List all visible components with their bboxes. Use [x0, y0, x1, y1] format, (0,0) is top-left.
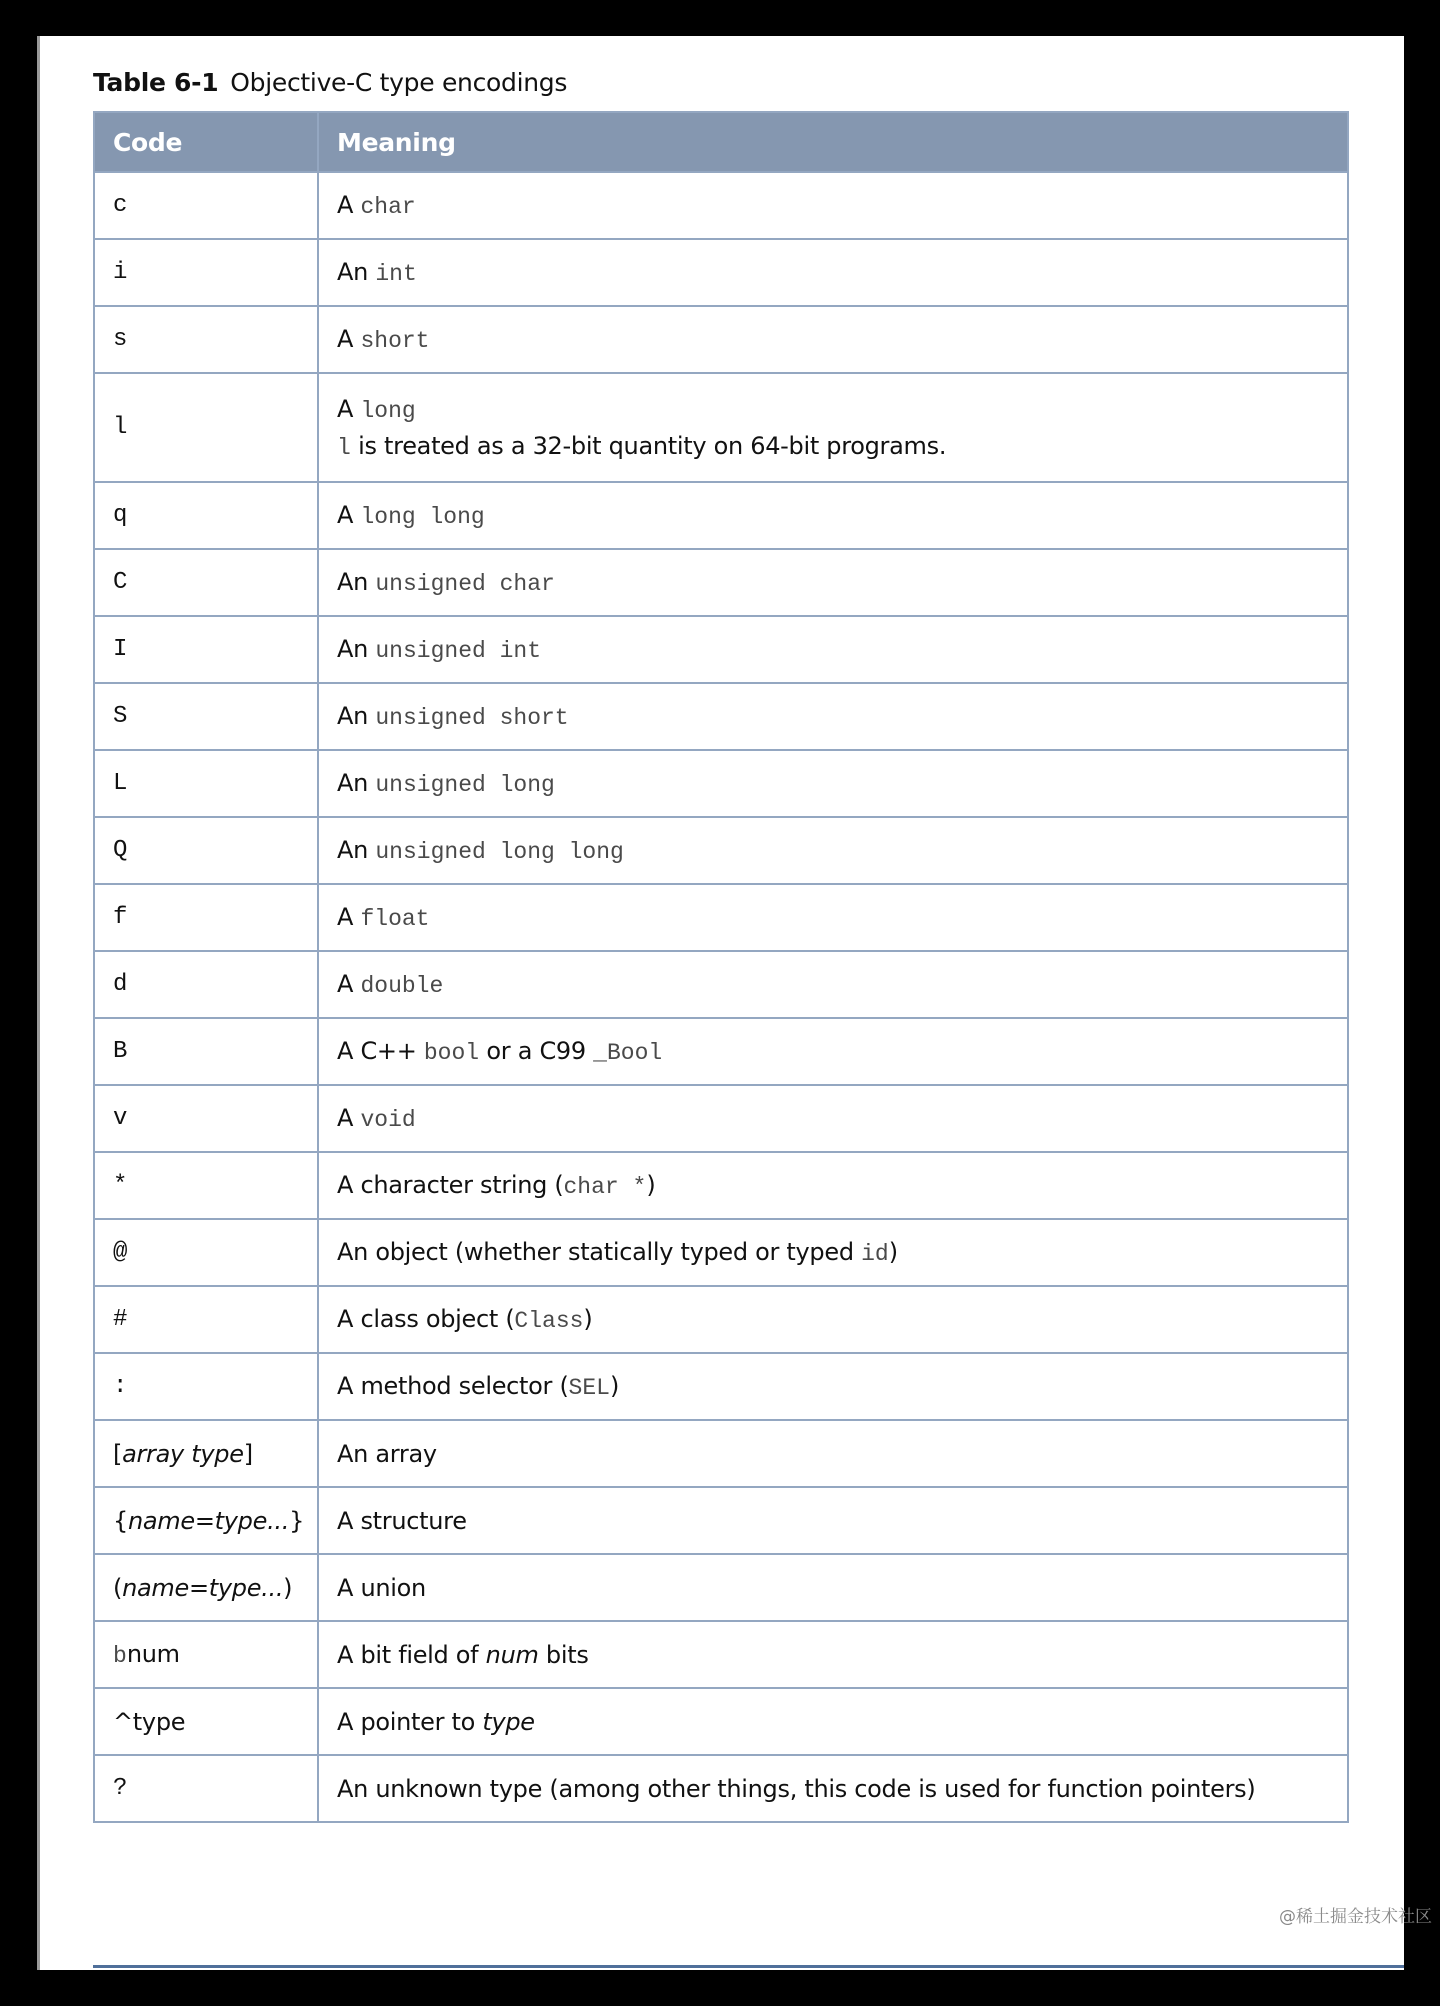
type-name: unsigned long long [375, 839, 624, 865]
meaning-cell [318, 549, 1348, 616]
header-code: Code [94, 112, 318, 172]
table-row [94, 616, 1348, 683]
meaning-text: A [337, 325, 354, 353]
table-row [94, 239, 1348, 306]
code-cell: S [94, 683, 318, 750]
table-row [94, 1621, 1348, 1688]
meaning-cell: A union [318, 1554, 1348, 1621]
table-header-row [94, 112, 1348, 172]
meaning-text: ) [609, 1372, 620, 1400]
type-name: double [360, 973, 444, 999]
type-name: char [360, 194, 416, 220]
meaning-text: An [337, 769, 369, 797]
meaning-note [337, 432, 1347, 461]
meaning-cell [318, 1353, 1348, 1420]
meaning-cell: An array [318, 1420, 1348, 1487]
meaning-text: A [337, 191, 354, 219]
meaning-text: A character string ( [337, 1171, 564, 1199]
table-row [94, 817, 1348, 884]
code-bracket: ( [113, 1573, 123, 1602]
code-bracket: } [289, 1506, 305, 1535]
watermark: @稀土掘金技术社区 [1279, 1907, 1432, 1927]
code-placeholder: name=type... [127, 1506, 290, 1535]
code-placeholder: array type [122, 1439, 244, 1468]
meaning-cell [318, 951, 1348, 1018]
type-name: float [360, 906, 430, 932]
table-row [94, 1286, 1348, 1353]
code-placeholder: name=type... [122, 1573, 284, 1602]
type-name: unsigned int [375, 638, 542, 664]
page-footer-divider [93, 1965, 1404, 1968]
type-name: id [861, 1241, 889, 1267]
type-name: SEL [568, 1375, 610, 1401]
meaning-text: An [337, 258, 369, 286]
meaning-cell [318, 1085, 1348, 1152]
code-cell [94, 1621, 318, 1688]
table-row [94, 549, 1348, 616]
type-name: char * [563, 1174, 647, 1200]
meaning-text: A C++ [337, 1037, 417, 1065]
type-name: short [360, 328, 430, 354]
type-name: Class [514, 1308, 584, 1334]
code-cell: B [94, 1018, 318, 1085]
code-prefix: b [113, 1643, 127, 1669]
meaning-cell [318, 616, 1348, 683]
meaning-cell [318, 1219, 1348, 1286]
table-row [94, 1554, 1348, 1621]
meaning-text: A [337, 1104, 354, 1132]
table-row [94, 172, 1348, 239]
type-name: int [375, 261, 417, 287]
table-number: Table 6-1 [93, 68, 219, 97]
meaning-cell [318, 683, 1348, 750]
code-cell: I [94, 616, 318, 683]
table-row [94, 1018, 1348, 1085]
code-cell: s [94, 306, 318, 373]
table-row [94, 373, 1348, 482]
note-code: l [337, 434, 351, 461]
code-cell: q [94, 482, 318, 549]
type-name: unsigned char [375, 571, 555, 597]
meaning-emphasis: num [485, 1640, 539, 1669]
meaning-cell [318, 1152, 1348, 1219]
code-cell: : [94, 1353, 318, 1420]
type-name: _Bool [593, 1040, 663, 1066]
meaning-cell [318, 817, 1348, 884]
meaning-text: ) [583, 1305, 593, 1333]
table-row [94, 884, 1348, 951]
table-row [94, 1487, 1348, 1554]
meaning-cell [318, 306, 1348, 373]
meaning-text: A method selector ( [337, 1372, 569, 1400]
table-row [94, 683, 1348, 750]
meaning-text: An [337, 635, 369, 663]
meaning-cell [318, 172, 1348, 239]
code-cell: @ [94, 1219, 318, 1286]
code-cell: ^type [94, 1688, 318, 1755]
code-bracket: { [113, 1506, 128, 1535]
type-name: long [360, 397, 416, 424]
meaning-cell [318, 1286, 1348, 1353]
table-row [94, 1085, 1348, 1152]
table-row [94, 306, 1348, 373]
meaning-text: A bit field of [337, 1640, 486, 1669]
code-cell: C [94, 549, 318, 616]
code-cell: v [94, 1085, 318, 1152]
code-bracket: ] [243, 1439, 253, 1468]
table-row [94, 1152, 1348, 1219]
code-cell: d [94, 951, 318, 1018]
meaning-cell [318, 482, 1348, 549]
code-cell: L [94, 750, 318, 817]
type-name: unsigned short [375, 705, 569, 731]
meaning-text: An [337, 568, 369, 596]
code-cell: # [94, 1286, 318, 1353]
code-cell [94, 1554, 318, 1621]
table-caption [93, 68, 567, 97]
meaning-cell [318, 239, 1348, 306]
meaning-text: A pointer to [337, 1707, 483, 1736]
meaning-text: or a C99 [479, 1037, 594, 1065]
code-cell: ? [94, 1755, 318, 1822]
code-cell [94, 1420, 318, 1487]
code-cell: f [94, 884, 318, 951]
meaning-cell [318, 1621, 1348, 1688]
table-row [94, 1688, 1348, 1755]
code-cell: i [94, 239, 318, 306]
table-row [94, 482, 1348, 549]
code-cell: c [94, 172, 318, 239]
code-bracket: [ [113, 1439, 123, 1468]
note-text: is treated as a 32-bit quantity on 64-bit programs. [350, 431, 947, 460]
meaning-text: bits [538, 1640, 589, 1669]
meaning-text: ) [888, 1238, 898, 1266]
meaning-text: A [337, 903, 354, 931]
meaning-text: A [337, 501, 354, 529]
meaning-cell: An unknown type (among other things, this code is used for function pointers) [318, 1755, 1348, 1822]
code-cell [94, 1487, 318, 1554]
meaning-text: ) [646, 1171, 656, 1199]
header-meaning: Meaning [318, 112, 1348, 172]
table-row [94, 750, 1348, 817]
document-page [37, 36, 1404, 1970]
meaning-text: An [337, 836, 369, 864]
code-bracket: ) [283, 1573, 293, 1602]
table-row [94, 951, 1348, 1018]
meaning-cell: A structure [318, 1487, 1348, 1554]
type-name: void [360, 1107, 416, 1133]
type-name: bool [423, 1040, 480, 1066]
table-row [94, 1353, 1348, 1420]
code-placeholder: num [126, 1640, 180, 1668]
meaning-text: A [337, 394, 354, 423]
table-row [94, 1755, 1348, 1822]
code-cell: * [94, 1152, 318, 1219]
meaning-text: An [337, 702, 369, 730]
meaning-text: An object (whether statically typed or typed [337, 1238, 862, 1266]
meaning-text: A class object ( [337, 1305, 515, 1333]
meaning-emphasis: type [482, 1707, 535, 1736]
table-title: Objective-C type encodings [230, 68, 568, 97]
type-name: long long [360, 504, 485, 530]
meaning-cell [318, 1018, 1348, 1085]
meaning-cell [318, 884, 1348, 951]
type-name: unsigned long [375, 772, 555, 798]
meaning-cell [318, 373, 1348, 482]
meaning-cell [318, 1688, 1348, 1755]
code-cell: l [94, 373, 318, 482]
table-row [94, 1420, 1348, 1487]
code-cell: Q [94, 817, 318, 884]
type-encodings-table [93, 111, 1349, 1823]
meaning-text: A [337, 970, 354, 998]
meaning-cell [318, 750, 1348, 817]
table-row [94, 1219, 1348, 1286]
